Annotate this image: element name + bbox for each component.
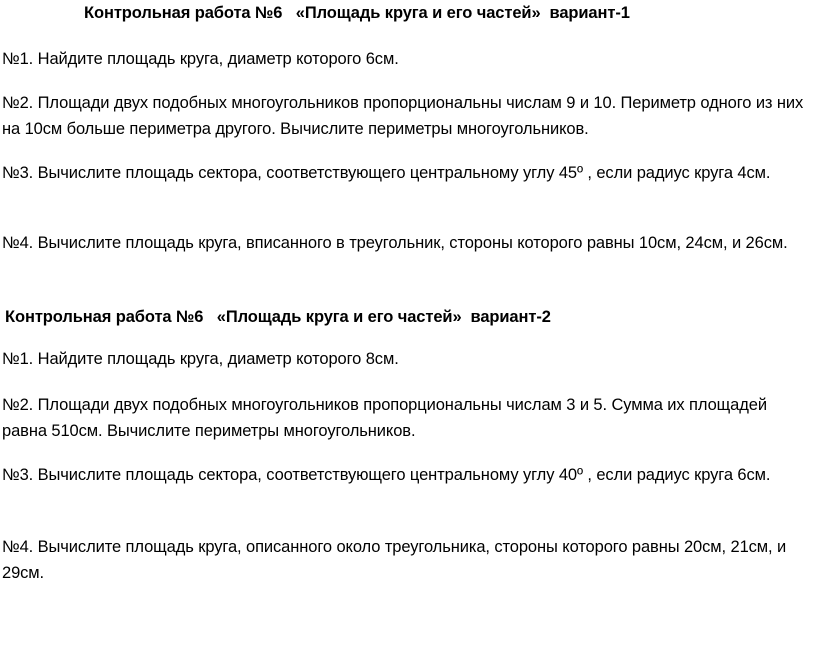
variant-1-heading: Контрольная работа №6 «Площадь круга и его частей» вариант-1 — [84, 4, 630, 22]
variant-2-heading: Контрольная работа №6 «Площадь круга и его частей» вариант-2 — [5, 308, 551, 326]
variant-2-task-1: №1. Найдите площадь круга, диаметр которого 8см. — [2, 350, 399, 368]
variant-2-task-3: №3. Вычислите площадь сектора, соответствующего центральному углу 40º , если радиус круга 6см. — [2, 466, 771, 484]
variant-2-task-4: №4. Вычислите площадь круга, описанного около треугольника, стороны которого равны 20см, 21см, и 29см. — [2, 538, 787, 582]
variant-1-task-1: №1. Найдите площадь круга, диаметр которого 6см. — [2, 50, 399, 68]
variant-1-task-2: №2. Площади двух подобных многоугольников пропорциональны числам 9 и 10. Периметр одного из них на 10см больше периметра другого. Вычислите периметры многоугольников. — [2, 94, 804, 138]
variant-1-task-3: №3. Вычислите площадь сектора, соответствующего центральному углу 45º , если радиус круга 4см. — [2, 164, 771, 182]
variant-2-task-2: №2. Площади двух подобных многоугольников пропорциональны числам 3 и 5. Сумма их площадей равна 510см. Вычислите периметры многоугольников. — [2, 396, 767, 440]
variant-1-task-4: №4. Вычислите площадь круга, вписанного в треугольник, стороны которого равны 10см, 24см, и 26см. — [2, 234, 788, 252]
